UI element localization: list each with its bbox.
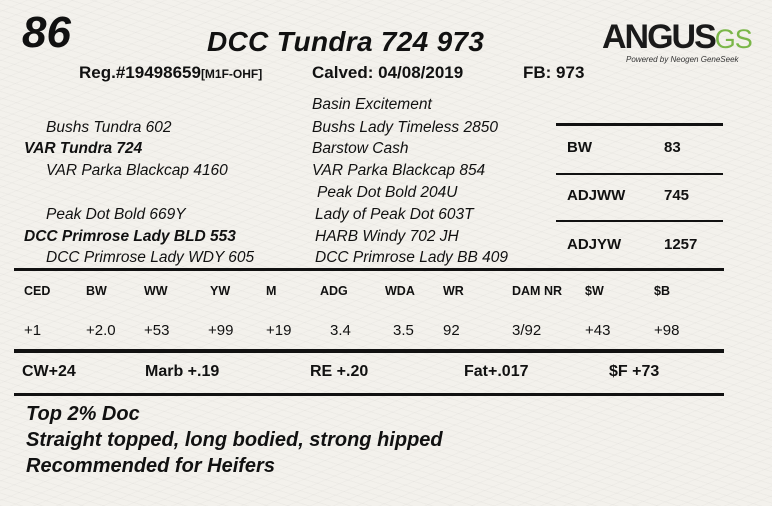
note-line-1: Top 2% Doc (26, 403, 140, 425)
weights-rule-2 (556, 220, 723, 222)
epd-value-b-dollar: +98 (654, 322, 680, 339)
lot-number: 86 (22, 8, 71, 57)
note-line-3: Recommended for Heifers (26, 455, 275, 477)
weights-top-rule (556, 123, 723, 126)
registration-number (79, 63, 262, 83)
epd-header-dam-nr: DAM NR (512, 284, 562, 298)
pedigree-dam-dam: DCC Primrose Lady WDY 605 (46, 249, 255, 266)
epd-header-yw: YW (210, 284, 231, 298)
epd-value-wr: 92 (443, 322, 460, 339)
angus-gs-logo (602, 18, 752, 64)
animal-name: DCC Tundra 724 973 (207, 26, 485, 57)
pedigree-dam-sire-sire: Peak Dot Bold 204U (317, 184, 458, 201)
pedigree-basin-excitement: Basin Excitement (312, 96, 432, 113)
weight-label-adjyw: ADJYW (567, 236, 622, 253)
epd-header-adg: ADG (320, 284, 348, 298)
pedigree-sire: VAR Tundra 724 (24, 140, 143, 157)
epd-value-bw: +2.0 (86, 322, 116, 339)
carcass-marb: Marb +.19 (145, 363, 220, 380)
carcass-bottom-rule (14, 393, 724, 396)
pedigree-dam-dam-dam: DCC Primrose Lady BB 409 (315, 249, 508, 266)
pedigree-dam: DCC Primrose Lady BLD 553 (24, 228, 236, 245)
epd-value-adg: 3.4 (330, 322, 351, 339)
weights-rule-1 (556, 173, 723, 175)
weight-value-adjyw: 1257 (664, 236, 698, 253)
epd-top-rule (14, 268, 724, 271)
epd-header-wda: WDA (385, 284, 415, 298)
calved-date: Calved: 04/08/2019 (312, 63, 464, 82)
pedigree-dam-sire: Peak Dot Bold 669Y (46, 206, 186, 223)
weight-label-adjww: ADJWW (567, 187, 626, 204)
epd-header-bw: BW (86, 284, 107, 298)
epd-value-dam-nr: 3/92 (512, 322, 542, 339)
weight-value-bw: 83 (664, 139, 681, 156)
epd-value-m: +19 (266, 322, 292, 339)
epd-value-wda: 3.5 (393, 322, 414, 339)
epd-header-ced: CED (24, 284, 51, 298)
pedigree-sire-dam-dam: VAR Parka Blackcap 854 (312, 162, 486, 179)
pedigree-dam-sire-dam: Lady of Peak Dot 603T (315, 206, 474, 223)
carcass-cw: CW+24 (22, 363, 76, 380)
epd-header-b-dollar: $B (654, 284, 670, 298)
epd-header-w-dollar: $W (585, 284, 604, 298)
epd-header-m: M (266, 284, 277, 298)
epd-header-ww: WW (144, 284, 168, 298)
epd-value-ww: +53 (144, 322, 170, 339)
logo-suffix: GS (714, 24, 752, 54)
weight-value-adjww: 745 (664, 187, 690, 204)
epd-value-w-dollar: +43 (585, 322, 611, 339)
epd-value-yw: +99 (208, 322, 234, 339)
pedigree-sire-dam-sire: Barstow Cash (312, 140, 409, 157)
weight-label-bw: BW (567, 139, 592, 156)
note-line-2: Straight topped, long bodied, strong hipped (26, 429, 443, 451)
pedigree-sire-sire: Bushs Tundra 602 (46, 119, 172, 136)
carcass-top-rule (14, 349, 724, 353)
pedigree-dam-dam-sire: HARB Windy 702 JH (315, 228, 459, 245)
fb-number: FB: 973 (523, 63, 585, 82)
logo-tagline: Powered by Neogen GeneSeek (626, 55, 739, 64)
registration-value: Reg.#19498659 (79, 63, 201, 82)
epd-header-wr: WR (443, 284, 464, 298)
carcass-re: RE +.20 (310, 363, 369, 380)
carcass-f-dollar: $F +73 (609, 363, 660, 380)
pedigree-sire-sire-dam: Bushs Lady Timeless 2850 (312, 119, 498, 136)
pedigree-sire-dam: VAR Parka Blackcap 4160 (46, 162, 228, 179)
logo-brand: ANGUS (602, 18, 715, 56)
carcass-fat: Fat+.017 (464, 363, 529, 380)
registration-suffix: [M1F-OHF] (200, 67, 263, 81)
epd-value-ced: +1 (24, 322, 42, 339)
